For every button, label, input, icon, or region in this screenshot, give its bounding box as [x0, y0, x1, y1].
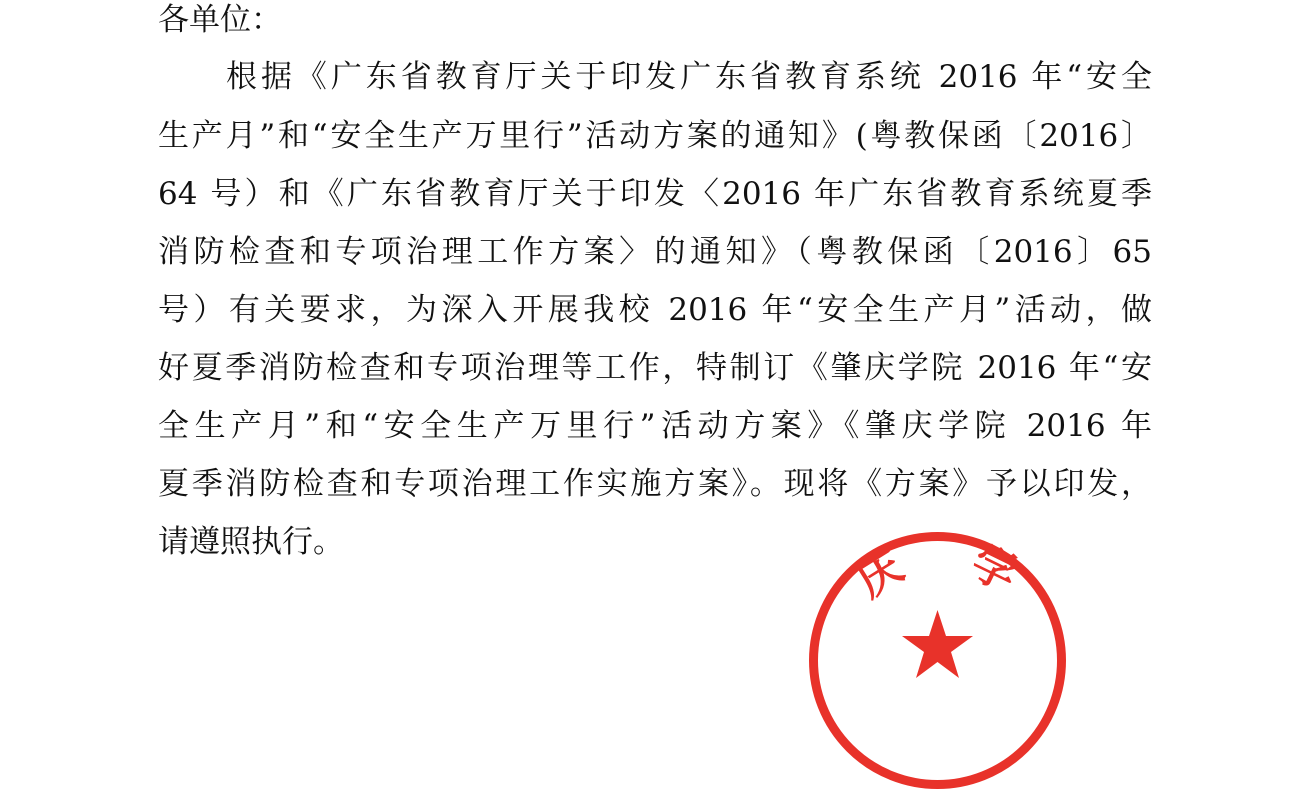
salutation: 各单位：	[158, 2, 282, 38]
body-line-6: 好夏季消防检查和专项治理等工作，特制订《肇庆学院 2016 年“安	[158, 350, 1152, 386]
seal-char-1: 庆	[847, 540, 913, 608]
seal-char-2: 学	[963, 537, 1026, 603]
seal-star-icon	[902, 610, 973, 678]
body-line-7: 全生产月”和“安全生产万里行”活动方案》《肇庆学院 2016 年	[158, 408, 1152, 444]
body-line-4: 消防检查和专项治理工作方案〉的通知》（粤教保函〔2016〕65	[158, 234, 1152, 270]
body-line-9: 请遵照执行。	[158, 524, 344, 560]
body-line-8: 夏季消防检查和专项治理工作实施方案》。现将《方案》予以印发，	[158, 466, 1152, 502]
body-line-5: 号）有关要求，为深入开展我校 2016 年“安全生产月”活动，做	[158, 292, 1152, 328]
official-seal	[805, 528, 1070, 793]
body-line-3: 64 号）和《广东省教育厅关于印发〈2016 年广东省教育系统夏季	[158, 176, 1152, 212]
body-line-2: 生产月”和“安全生产万里行”活动方案的通知》(粤教保函〔2016〕	[158, 118, 1152, 154]
body-line-1: 根据《广东省教育厅关于印发广东省教育系统 2016 年“安全	[226, 59, 1152, 95]
